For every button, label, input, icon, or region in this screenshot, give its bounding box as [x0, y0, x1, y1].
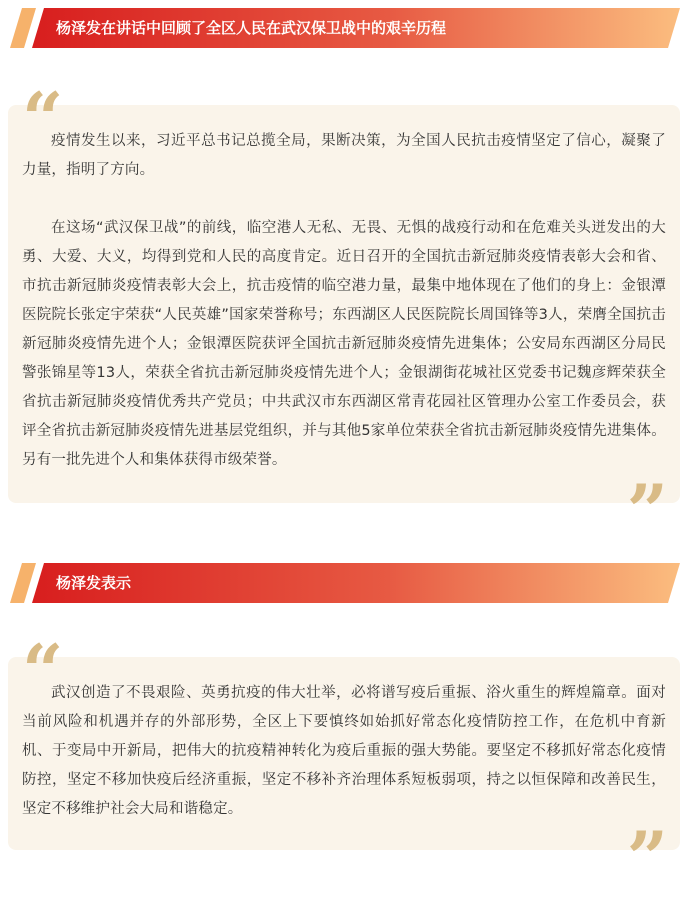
open-quote-icon: “ [22, 76, 64, 161]
close-quote-icon: ” [626, 468, 668, 553]
quote-card [8, 628, 680, 900]
paragraph: 武汉创造了不畏艰险、英勇抗疫的伟大壮举，必将谱写疫后重振、浴火重生的辉煌篇章。面对当前风险和机遇并存的外部形势，全区上下要慎终如始抓好常态化疫情防控工作，在危机中育新机、于变局中开新局，把伟大的抗疫精神转化为疫后重振的强大势能。要坚定不移抓好常态化疫情防控，坚定不移加快疫后经济重振，坚定不移补齐治理体系短板弱项，持之以恒保障和改善民生，坚定不移维护社会大局和谐稳定。 [22, 685, 666, 817]
banner-accent-stripe [10, 8, 36, 48]
paragraph: 在这场“武汉保卫战”的前线，临空港人无私、无畏、无惧的战疫行动和在危难关头迸发出的大勇、大爱、大义，均得到党和人民的高度肯定。近日召开的全国抗击新冠肺炎疫情表彰大会和省、市抗击新冠肺炎疫情表彰大会上，抗击疫情的临空港力量，最集中地体现在了他们的身上：金银潭医院院长张定宇荣获“人民英雄”国家荣誉称号；东西湖区人民医院院长周国锋等3人，荣膺全国抗击新冠肺炎疫情先进个人；金银潭医院获评全国抗击新冠肺炎疫情先进集体；公安局东西湖区分局民警张锦星等13人，荣获全省抗击新冠肺炎疫情先进个人；金银湖街花城社区党委书记魏彦辉荣获全省抗击新冠肺炎疫情优秀共产党员；中共武汉市东西湖区常青花园社区管理办公室工作委员会，获评全省抗击新冠肺炎疫情先进基层党组织，并与其他5家单位荣获全省抗击新冠肺炎疫情先进集体。另有一批先进个人和集体获得市级荣誉。 [22, 220, 666, 468]
section-heading: 杨泽发在讲话中回顾了全区人民在武汉保卫战中的艰辛历程 [56, 19, 447, 37]
section-heading-banner [8, 563, 680, 603]
quote-card [8, 76, 680, 553]
section-heading-banner [8, 8, 680, 48]
banner-accent-stripe [10, 563, 36, 603]
open-quote-icon: “ [22, 628, 64, 713]
section-heading: 杨泽发表示 [56, 574, 132, 592]
paragraph: 疫情发生以来，习近平总书记总揽全局，果断决策，为全国人民抗击疫情坚定了信心，凝聚了力量，指明了方向。 [22, 133, 666, 178]
close-quote-icon: ” [626, 815, 668, 900]
